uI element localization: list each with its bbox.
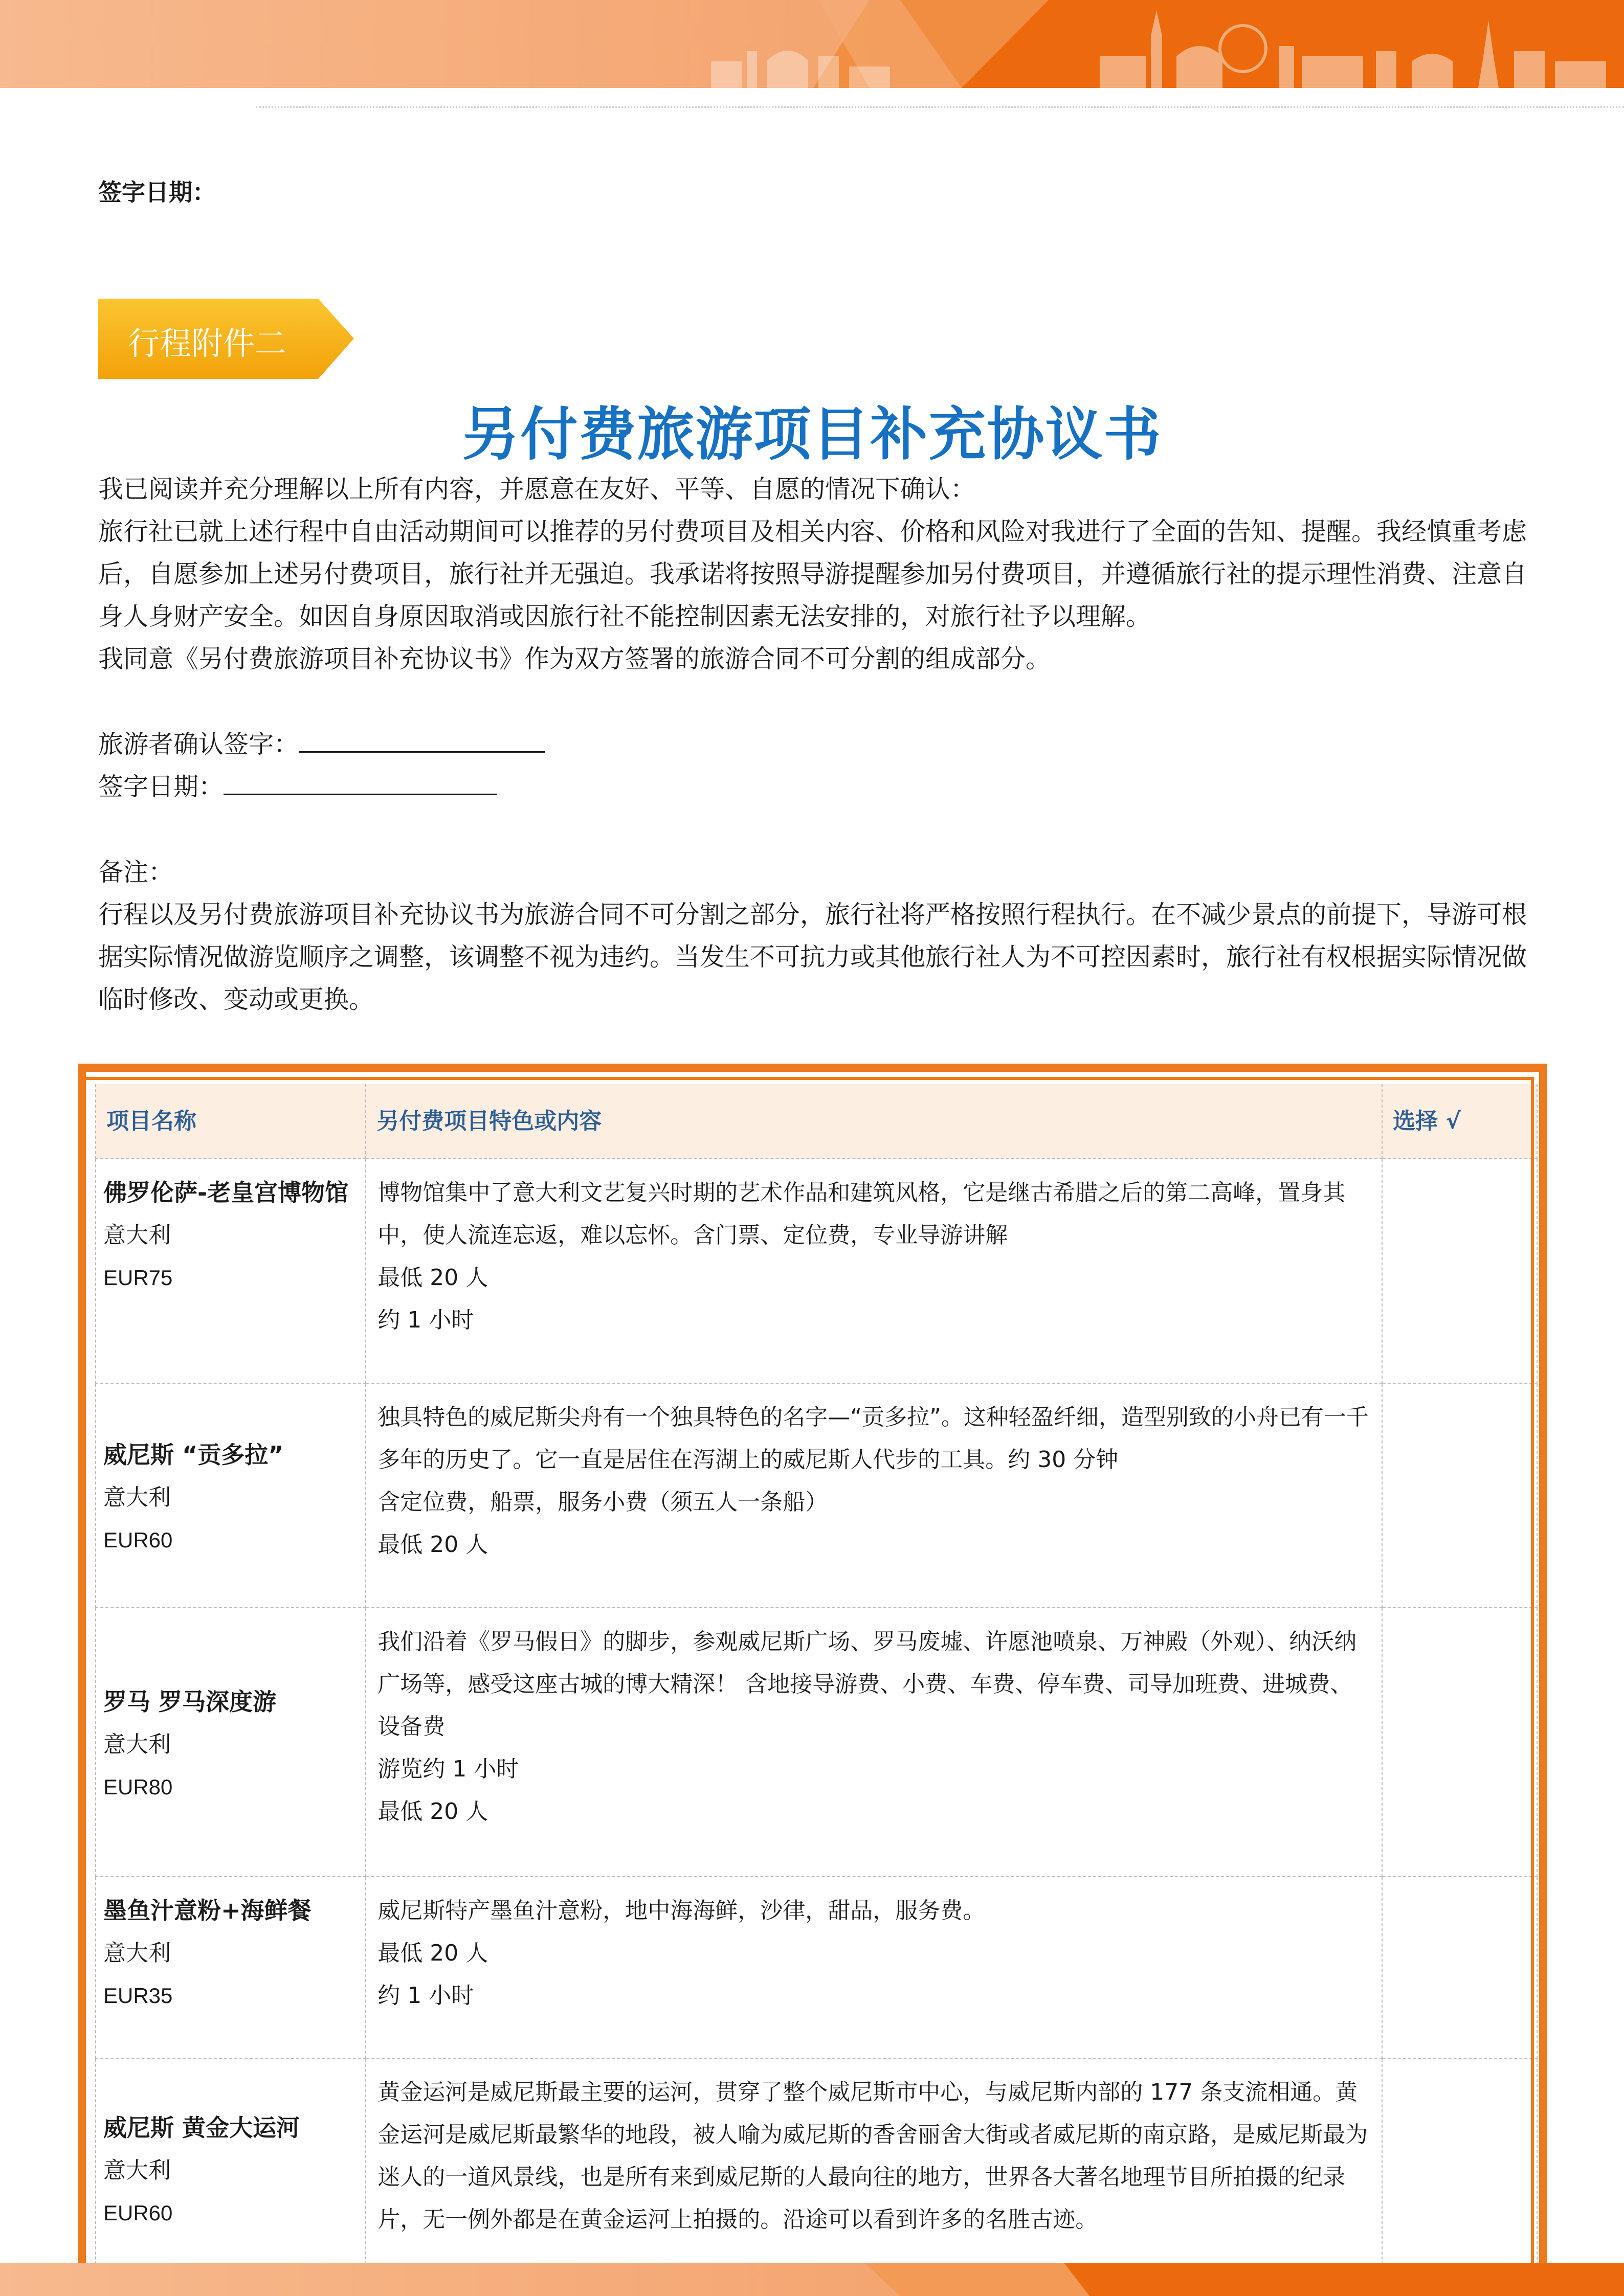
- optional-items-table: [95, 1084, 1538, 2263]
- item-price: EUR60: [103, 1528, 173, 1552]
- tag-label: 行程附件二: [128, 325, 287, 362]
- item-name: 罗马 罗马深度游: [103, 1687, 277, 1716]
- table-row: [96, 1608, 1537, 1877]
- table-row: [96, 1877, 1537, 2058]
- item-select-cell[interactable]: [1382, 2058, 1537, 2263]
- item-description: 威尼斯特产墨鱼汁意粉，地中海海鲜，沙律，甜品，服务费。: [377, 1898, 986, 1924]
- item-content-cell: [366, 1159, 1382, 1383]
- item-content-cell: [366, 2058, 1382, 2263]
- item-detail: 约 1 小时: [377, 1983, 474, 2009]
- item-price: EUR60: [103, 2201, 173, 2225]
- table-header-row: [96, 1084, 1537, 1159]
- page-title: 另付费旅游项目补充协议书: [462, 401, 1162, 468]
- item-country: 意大利: [103, 1940, 171, 1966]
- signature-date-label: 签字日期：: [98, 772, 224, 801]
- header-dotted-divider: [256, 106, 1624, 108]
- traveler-signature-label: 旅游者确认签字：: [98, 730, 299, 759]
- item-select-cell[interactable]: [1382, 1159, 1537, 1383]
- footer-banner: [0, 2263, 1624, 2296]
- header-banner: [0, 0, 1624, 88]
- item-country: 意大利: [103, 1222, 171, 1248]
- item-name-cell: [96, 1877, 366, 2058]
- item-price: EUR75: [103, 1266, 173, 1290]
- item-country: 意大利: [103, 2157, 171, 2184]
- item-content-cell: [366, 1877, 1382, 2058]
- header-item-content: 另付费项目特色或内容: [366, 1084, 1382, 1159]
- header-item-name: 项目名称: [96, 1084, 366, 1159]
- item-description: 独具特色的威尼斯尖舟有一个独具特色的名字—“贡多拉”。这种轻盈纤细，造型别致的小舟已有一千多年的历史了。它一直是居住在泻湖上的威尼斯人代步的工具。约 30 分钟: [377, 1404, 1369, 1473]
- traveler-signature-field[interactable]: [299, 726, 545, 753]
- header-skyline-decoration: [0, 0, 1624, 88]
- item-detail: 约 1 小时: [377, 1307, 474, 1333]
- signature-date-field[interactable]: [224, 768, 497, 795]
- item-detail: 最低 20 人: [377, 1798, 488, 1825]
- table-row: [96, 2058, 1537, 2263]
- intro-line: 我已阅读并充分理解以上所有内容，并愿意在友好、平等、自愿的情况下确认：: [98, 475, 976, 504]
- notes-label: 备注：: [98, 858, 174, 887]
- item-detail: 最低 20 人: [377, 1265, 488, 1291]
- item-name-cell: [96, 1608, 366, 1877]
- item-detail: 含定位费，船票，服务小费（须五人一条船）: [377, 1489, 828, 1515]
- intro-section: [98, 468, 1530, 680]
- item-detail: 最低 20 人: [377, 1532, 488, 1558]
- item-description: 我们沿着《罗马假日》的脚步，参观威尼斯广场、罗马废墟、许愿池喷泉、万神殿（外观）、纳沃纳广场等，感受这座古城的博大精深！ 含地接导游费、小费、车费、停车费、司导加班费、进城费、设备费: [377, 1629, 1357, 1740]
- item-description: 黄金运河是威尼斯最主要的运河，贯穿了整个威尼斯市中心，与威尼斯内部的 177 条支流相通。黄金运河是威尼斯最繁华的地段，被人喻为威尼斯的香舍丽舍大街或者威尼斯的南京路，是威尼斯最为迷人的一道风景线，也是所有来到威尼斯的人最向往的地方，世界各大著名地理节目所拍摄的纪录片，无一例外都是在黄金运河上拍摄的。沿途可以看到许多的名胜古迹。: [377, 2079, 1368, 2233]
- item-select-cell[interactable]: [1382, 1608, 1537, 1877]
- signature-section: [98, 723, 1530, 808]
- notes-section: [98, 851, 1530, 1021]
- intro-agreement: 我同意《另付费旅游项目补充协议书》作为双方签署的旅游合同不可分割的组成部分。: [98, 644, 1051, 673]
- item-price: EUR80: [103, 1774, 173, 1799]
- itinerary-appendix-tag: [98, 299, 354, 379]
- item-country: 意大利: [103, 1731, 171, 1758]
- item-country: 意大利: [103, 1484, 171, 1511]
- notes-text: 行程以及另付费旅游项目补充协议书为旅游合同不可分割之部分，旅行社将严格按照行程执行。在不减少景点的前提下，导游可根据实际情况做游览顺序之调整，该调整不视为违约。当发生不可抗力或其他旅行社人为不可控因素时，旅行社有权根据实际情况做临时修改、变动或更换。: [98, 900, 1527, 1014]
- item-select-cell[interactable]: [1382, 1877, 1537, 2058]
- table-row: [96, 1159, 1537, 1383]
- item-content-cell: [366, 1608, 1382, 1877]
- footer-decoration: [0, 2263, 1624, 2296]
- item-name-cell: [96, 1383, 366, 1608]
- item-select-cell[interactable]: [1382, 1383, 1537, 1608]
- item-name: 威尼斯 黄金大运河: [103, 2114, 300, 2142]
- item-detail: 最低 20 人: [377, 1940, 488, 1966]
- header-select: 选择 √: [1382, 1084, 1537, 1159]
- item-content-cell: [366, 1383, 1382, 1608]
- top-signature-date-label: 签字日期：: [98, 178, 216, 206]
- item-name: 威尼斯 “贡多拉”: [103, 1441, 284, 1469]
- item-description: 博物馆集中了意大利文艺复兴时期的艺术作品和建筑风格，它是继古希腊之后的第二高峰，置身其中，使人流连忘返，难以忘怀。含门票、定位费，专业导游讲解: [377, 1180, 1346, 1248]
- item-price: EUR35: [103, 1984, 173, 2008]
- item-detail: 游览约 1 小时: [377, 1756, 519, 1782]
- table-row: [96, 1383, 1537, 1608]
- item-name-cell: [96, 1159, 366, 1383]
- optional-items-table-frame: [78, 1064, 1547, 2263]
- item-name: 墨鱼汁意粉+海鲜餐: [103, 1897, 312, 1924]
- intro-paragraph: 旅行社已就上述行程中自由活动期间可以推荐的另付费项目及相关内容、价格和风险对我进行了全面的告知、提醒。我经慎重考虑后，自愿参加上述另付费项目，旅行社并无强迫。我承诺将按照导游提醒参加另付费项目，并遵循旅行社的提示理性消费、注意自身人身财产安全。如因自身原因取消或因旅行社不能控制因素无法安排的，对旅行社予以理解。: [98, 517, 1527, 631]
- item-name: 佛罗伦萨-老皇宫博物馆: [103, 1179, 349, 1206]
- item-name-cell: [96, 2058, 366, 2263]
